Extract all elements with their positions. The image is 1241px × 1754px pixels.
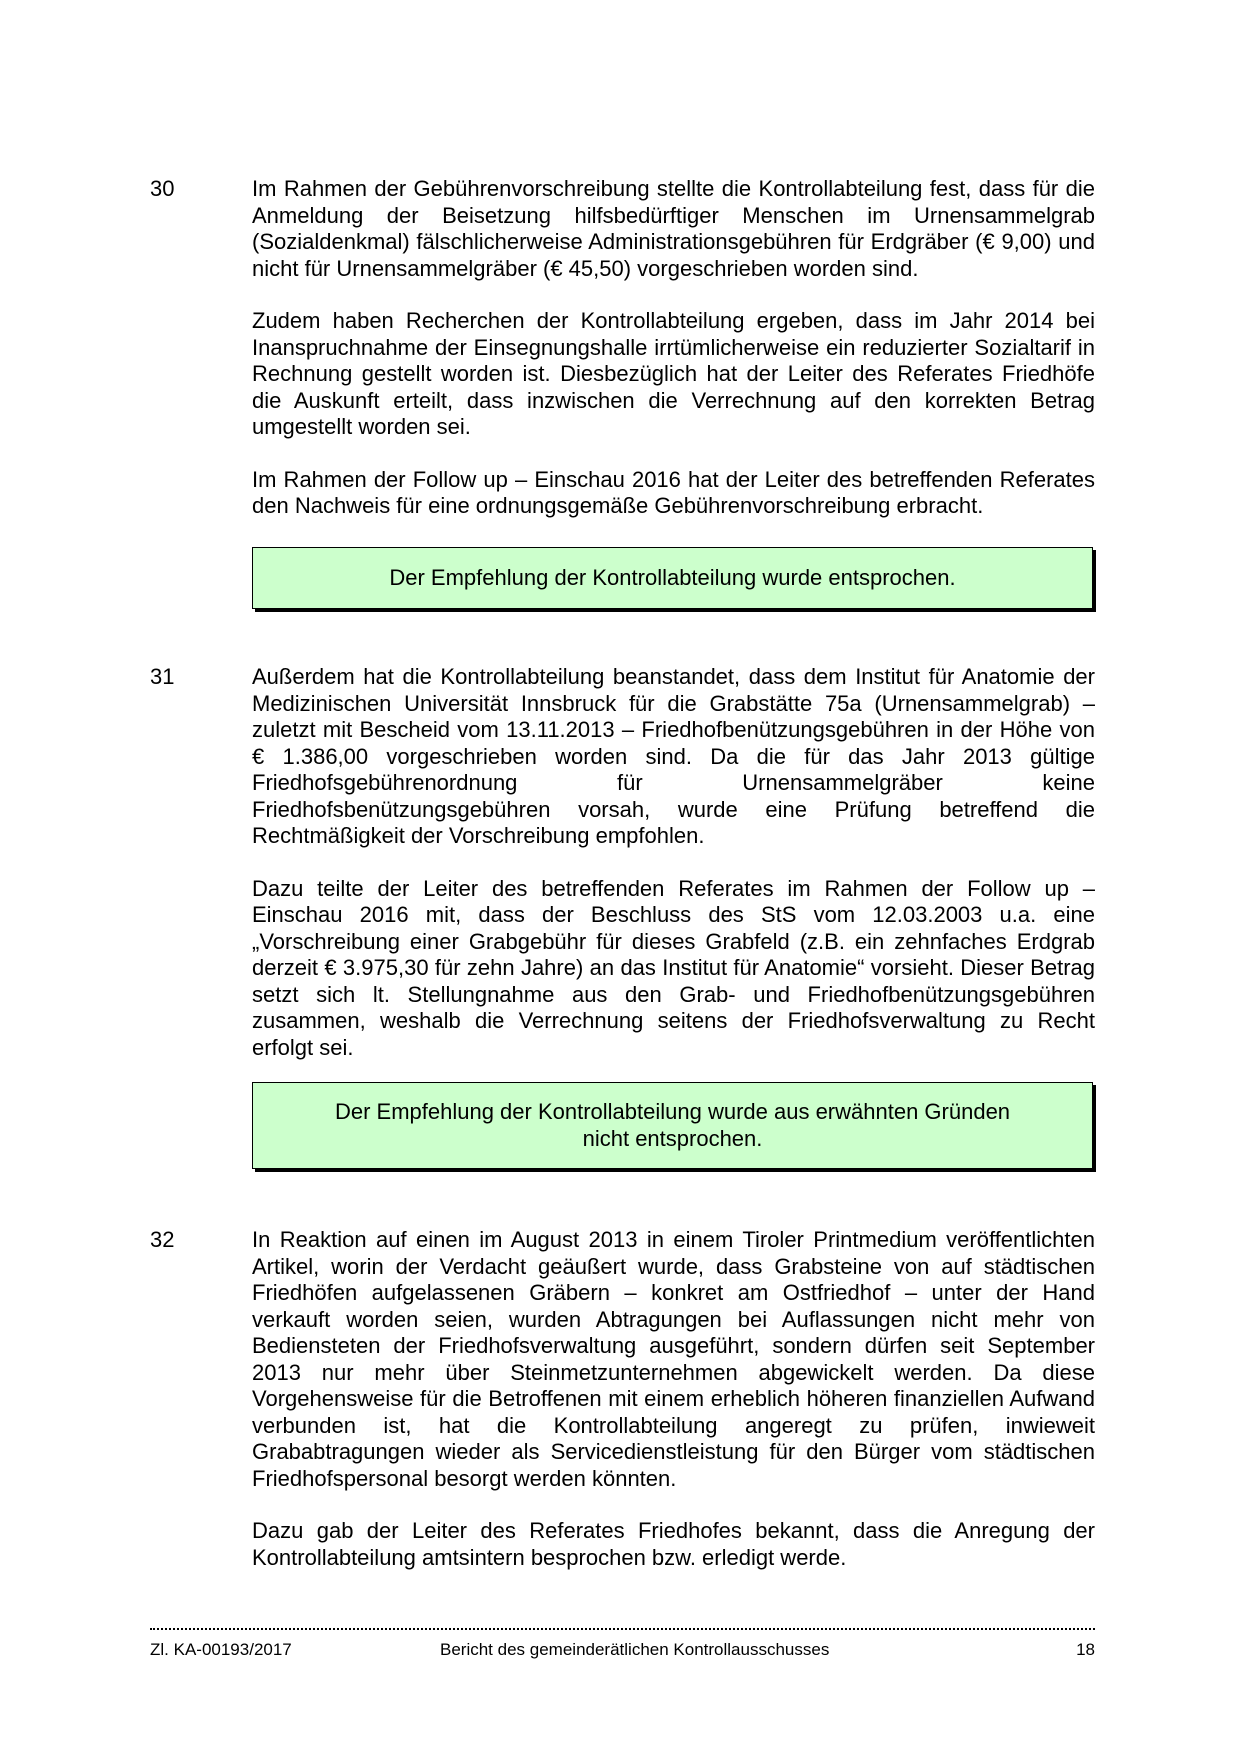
section-body bbox=[252, 176, 1095, 546]
paragraph: Im Rahmen der Follow up – Einschau 2016 hat der Leiter des betreffenden Referates den Nachweis für eine ordnungsgemäße Gebührenvorschreibung erbracht. bbox=[252, 466, 1095, 518]
page-number: 18 bbox=[1076, 1640, 1095, 1659]
result-text: Der Empfehlung der Kontrollabteilung wurde aus erwähnten Gründen nicht entsprochen. bbox=[334, 1099, 1011, 1151]
paragraph: Im Rahmen der Gebührenvorschreibung stellte die Kontrollabteilung fest, dass für die Anmeldung der Beisetzung hilfsbedürftiger Menschen im Urnensammelgrab (Sozialdenkmal) fälschlicherweise Administrationsgebühren für Erdgräber (€ 9,00) und nicht für Urnensammelgräber (€ 45,50) vorgeschrieben worden sind. bbox=[252, 176, 1095, 281]
paragraph: Dazu teilte der Leiter des betreffenden Referates im Rahmen der Follow up – Einschau 2016 mit, dass der Beschluss des StS vom 12.03.2003 u.a. eine „Vorschreibung einer Grabgebühr für dieses Grabfeld (z.B. ein zehnfaches Erdgrab derzeit € 3.975,30 für zehn Jahre) an das Institut für Anatomie“ vorsieht. Dieser Betrag setzt sich lt. Stellungnahme aus den Grab- und Friedhofbenützungsgebühren zusammen, weshalb die Verrechnung seitens der Friedhofsverwaltung zu Recht erfolgt sei. bbox=[252, 875, 1095, 1060]
result-box bbox=[252, 1082, 1093, 1169]
footer-divider bbox=[150, 1628, 1095, 1630]
footer-title: Bericht des gemeinderätlichen Kontrollausschusses bbox=[440, 1640, 830, 1659]
section-number: 31 bbox=[150, 664, 175, 689]
result-text: Der Empfehlung der Kontrollabteilung wurde entsprochen. bbox=[389, 564, 956, 590]
result-box bbox=[252, 547, 1093, 609]
section-body bbox=[252, 1227, 1095, 1597]
footer-reference: Zl. KA-00193/2017 bbox=[150, 1640, 292, 1659]
paragraph: Außerdem hat die Kontrollabteilung beanstandet, dass dem Institut für Anatomie der Medizinischen Universität Innsbruck für die Grabstätte 75a (Urnensammelgrab) – zuletzt mit Bescheid vom 13.11.2013 – Friedhofbenützungsgebühren in der Höhe von € 1.386,00 vorgeschrieben worden sind. Da die für das Jahr 2013 gültige Friedhofsgebührenordnung für Urnensammelgräber keine Friedhofsbenützungsgebühren vorsah, wurde eine Prüfung betreffend die Rechtmäßigkeit der Vorschreibung empfohlen. bbox=[252, 664, 1095, 848]
section-number: 32 bbox=[150, 1227, 175, 1252]
paragraph: Zudem haben Recherchen der Kontrollabteilung ergeben, dass im Jahr 2014 bei Inanspruchnahme der Einsegnungshalle irrtümlicherweise ein reduzierter Sozialtarif in Rechnung gestellt worden ist. Diesbezüglich hat der Leiter des Referates Friedhöfe die Auskunft erteilt, dass inzwischen die Verrechnung auf den korrekten Betrag umgestellt worden sei. bbox=[252, 308, 1095, 439]
section-body bbox=[252, 664, 1095, 1087]
section-number: 30 bbox=[150, 176, 175, 201]
paragraph: Dazu gab der Leiter des Referates Friedhofes bekannt, dass die Anregung der Kontrollabteilung amtsintern besprochen bzw. erledigt werde. bbox=[252, 1518, 1095, 1570]
paragraph: In Reaktion auf einen im August 2013 in einem Tiroler Printmedium veröffentlichten Artikel, worin der Verdacht geäußert wurde, dass Grabsteine von auf städtischen Friedhöfen aufgelassenen Gräbern – konkret am Ostfriedhof – unter der Hand verkauft worden seien, wurden Abtragungen bei Auflassungen nicht mehr von Bediensteten der Friedhofsverwaltung ausgeführt, sondern dürfen seit September 2013 nur mehr über Steinmetzunternehmen abgewickelt werden. Da diese Vorgehensweise für die Betroffenen mit einem erheblich höheren finanziellen Aufwand verbunden ist, hat die Kontrollabteilung angeregt zu prüfen, inwieweit Grababtragungen wieder als Servicedienstleistung für den Bürger vom städtischen Friedhofspersonal besorgt werden könnten. bbox=[252, 1227, 1095, 1491]
